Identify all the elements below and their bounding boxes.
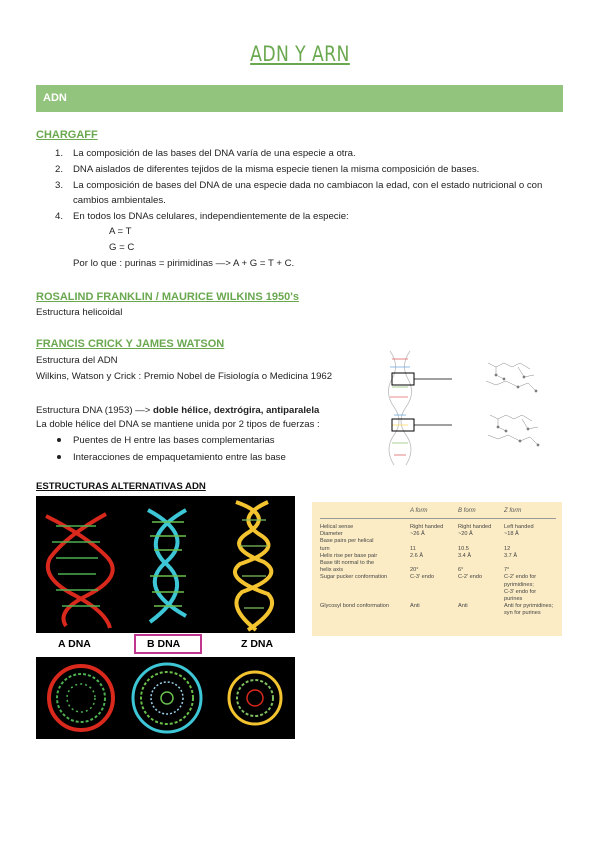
table-rule <box>320 518 556 519</box>
table-header: A form <box>410 508 428 514</box>
section-banner <box>36 85 563 112</box>
table-header: Z form <box>504 508 522 514</box>
table-cell: helix axis <box>320 567 344 574</box>
table-cell: C-3' endo for <box>504 588 537 595</box>
bullet-icon <box>57 438 61 442</box>
table-cell: Right handed <box>458 524 492 530</box>
table-cell: Anti <box>410 603 420 610</box>
table-cell: 12 <box>504 545 511 552</box>
crick-heading: FRANCIS CRICK Y JAMES WATSON <box>36 338 225 350</box>
list-item: La composición de las bases del DNA varía de una especie a otra. <box>73 148 356 159</box>
purine-conclusion: Por lo que : purinas = pirimidinas —> A + G = T + C. <box>73 258 295 269</box>
alt-structures-heading: ESTRUCTURAS ALTERNATIVAS ADN <box>36 481 206 492</box>
crick-line-3-plain: Estructura DNA (1953) —> <box>36 405 154 416</box>
table-cell: Anti <box>458 603 468 610</box>
dna-helix-forms-image <box>36 496 295 633</box>
table-cell: turn <box>320 545 330 552</box>
table-cell: ~18 Å <box>504 531 519 538</box>
table-cell: Helix rise per base pair <box>320 552 378 559</box>
table-cell: C-3' endo <box>410 574 435 581</box>
table-cell: syn for purines <box>504 610 541 617</box>
banner-label: ADN <box>43 92 67 104</box>
list-number: 1. <box>55 148 64 159</box>
crick-line-1: Estructura del ADN <box>36 355 118 366</box>
dna-top-view-image <box>36 657 295 739</box>
bullet-item: Puentes de H entre las bases complementarias <box>73 435 275 446</box>
crick-line-3-bold: doble hélice, dextrógira, antiparalela <box>153 405 320 416</box>
label-a-dna: A DNA <box>58 638 91 650</box>
list-item: La composición de bases del DNA de una especie dada no cambiacon la edad, con el estado nutricional o con <box>73 180 543 191</box>
label-b-dna: B DNA <box>147 638 181 650</box>
equation-at: A = T <box>109 226 132 237</box>
bullet-item: Interacciones de empaquetamiento entre las base <box>73 452 286 463</box>
table-cell: 3.4 Å <box>458 552 472 559</box>
table-cell: 20° <box>410 567 419 574</box>
table-cell: Right handed <box>410 524 444 530</box>
table-cell: Diameter <box>320 531 343 538</box>
list-number: 4. <box>55 211 64 222</box>
list-number: 2. <box>55 164 64 175</box>
table-cell: C-2' endo for <box>504 574 537 581</box>
table-cell: C-2' endo <box>458 574 483 581</box>
page-title: ADN Y ARN <box>250 42 350 66</box>
list-number: 3. <box>55 180 64 191</box>
dna-form-labels <box>36 634 295 654</box>
franklin-heading: ROSALIND FRANKLIN / MAURICE WILKINS 1950's <box>36 291 299 303</box>
table-cell: Left handed <box>504 524 534 530</box>
table-cell: purines <box>504 596 523 602</box>
table-cell: pyrimidines; <box>504 581 534 588</box>
table-header: B form <box>458 508 476 514</box>
table-cell: Base tilt normal to the <box>320 560 375 566</box>
list-item: DNA aislados de diferentes tejidos de la misma especie tienen la misma composición de bases. <box>73 164 480 175</box>
table-cell: 7° <box>504 567 510 574</box>
label-z-dna: Z DNA <box>241 638 274 650</box>
equation-gc: G = C <box>109 242 135 253</box>
dna-molecular-structure-image <box>378 345 570 473</box>
list-item: En todos los DNAs celulares, independientemente de la especie: <box>73 211 349 222</box>
franklin-text: Estructura helicoidal <box>36 307 123 318</box>
table-cell: ~20 Å <box>458 531 473 538</box>
crick-line-4: La doble hélice del DNA se mantiene unida por 2 tipos de fuerzas : <box>36 419 320 430</box>
dna-forms-table <box>312 502 562 636</box>
table-cell: Glycosyl bond conformation <box>320 603 390 610</box>
table-cell: Sugar pucker conformation <box>320 574 388 581</box>
table-cell: 11 <box>410 545 416 552</box>
list-item-continuation: cambios ambientales. <box>73 195 166 206</box>
table-cell: ~26 Å <box>410 531 425 538</box>
crick-line-2: Wilkins, Watson y Crick : Premio Nobel de Fisiología o Medicina 1962 <box>36 371 333 382</box>
table-cell: Base pairs per helical <box>320 538 374 545</box>
table-cell: 3.7 Å <box>504 552 518 559</box>
chargaff-heading: CHARGAFF <box>36 129 98 141</box>
table-cell: 6° <box>458 567 464 574</box>
bullet-icon <box>57 455 61 459</box>
table-cell: 2.6 Å <box>410 552 424 559</box>
table-cell: Helical sense <box>320 524 354 530</box>
crick-line-3 <box>36 405 319 416</box>
table-cell: 10.5 <box>458 545 469 552</box>
table-cell: Anti for pyrimidines; <box>504 603 554 610</box>
